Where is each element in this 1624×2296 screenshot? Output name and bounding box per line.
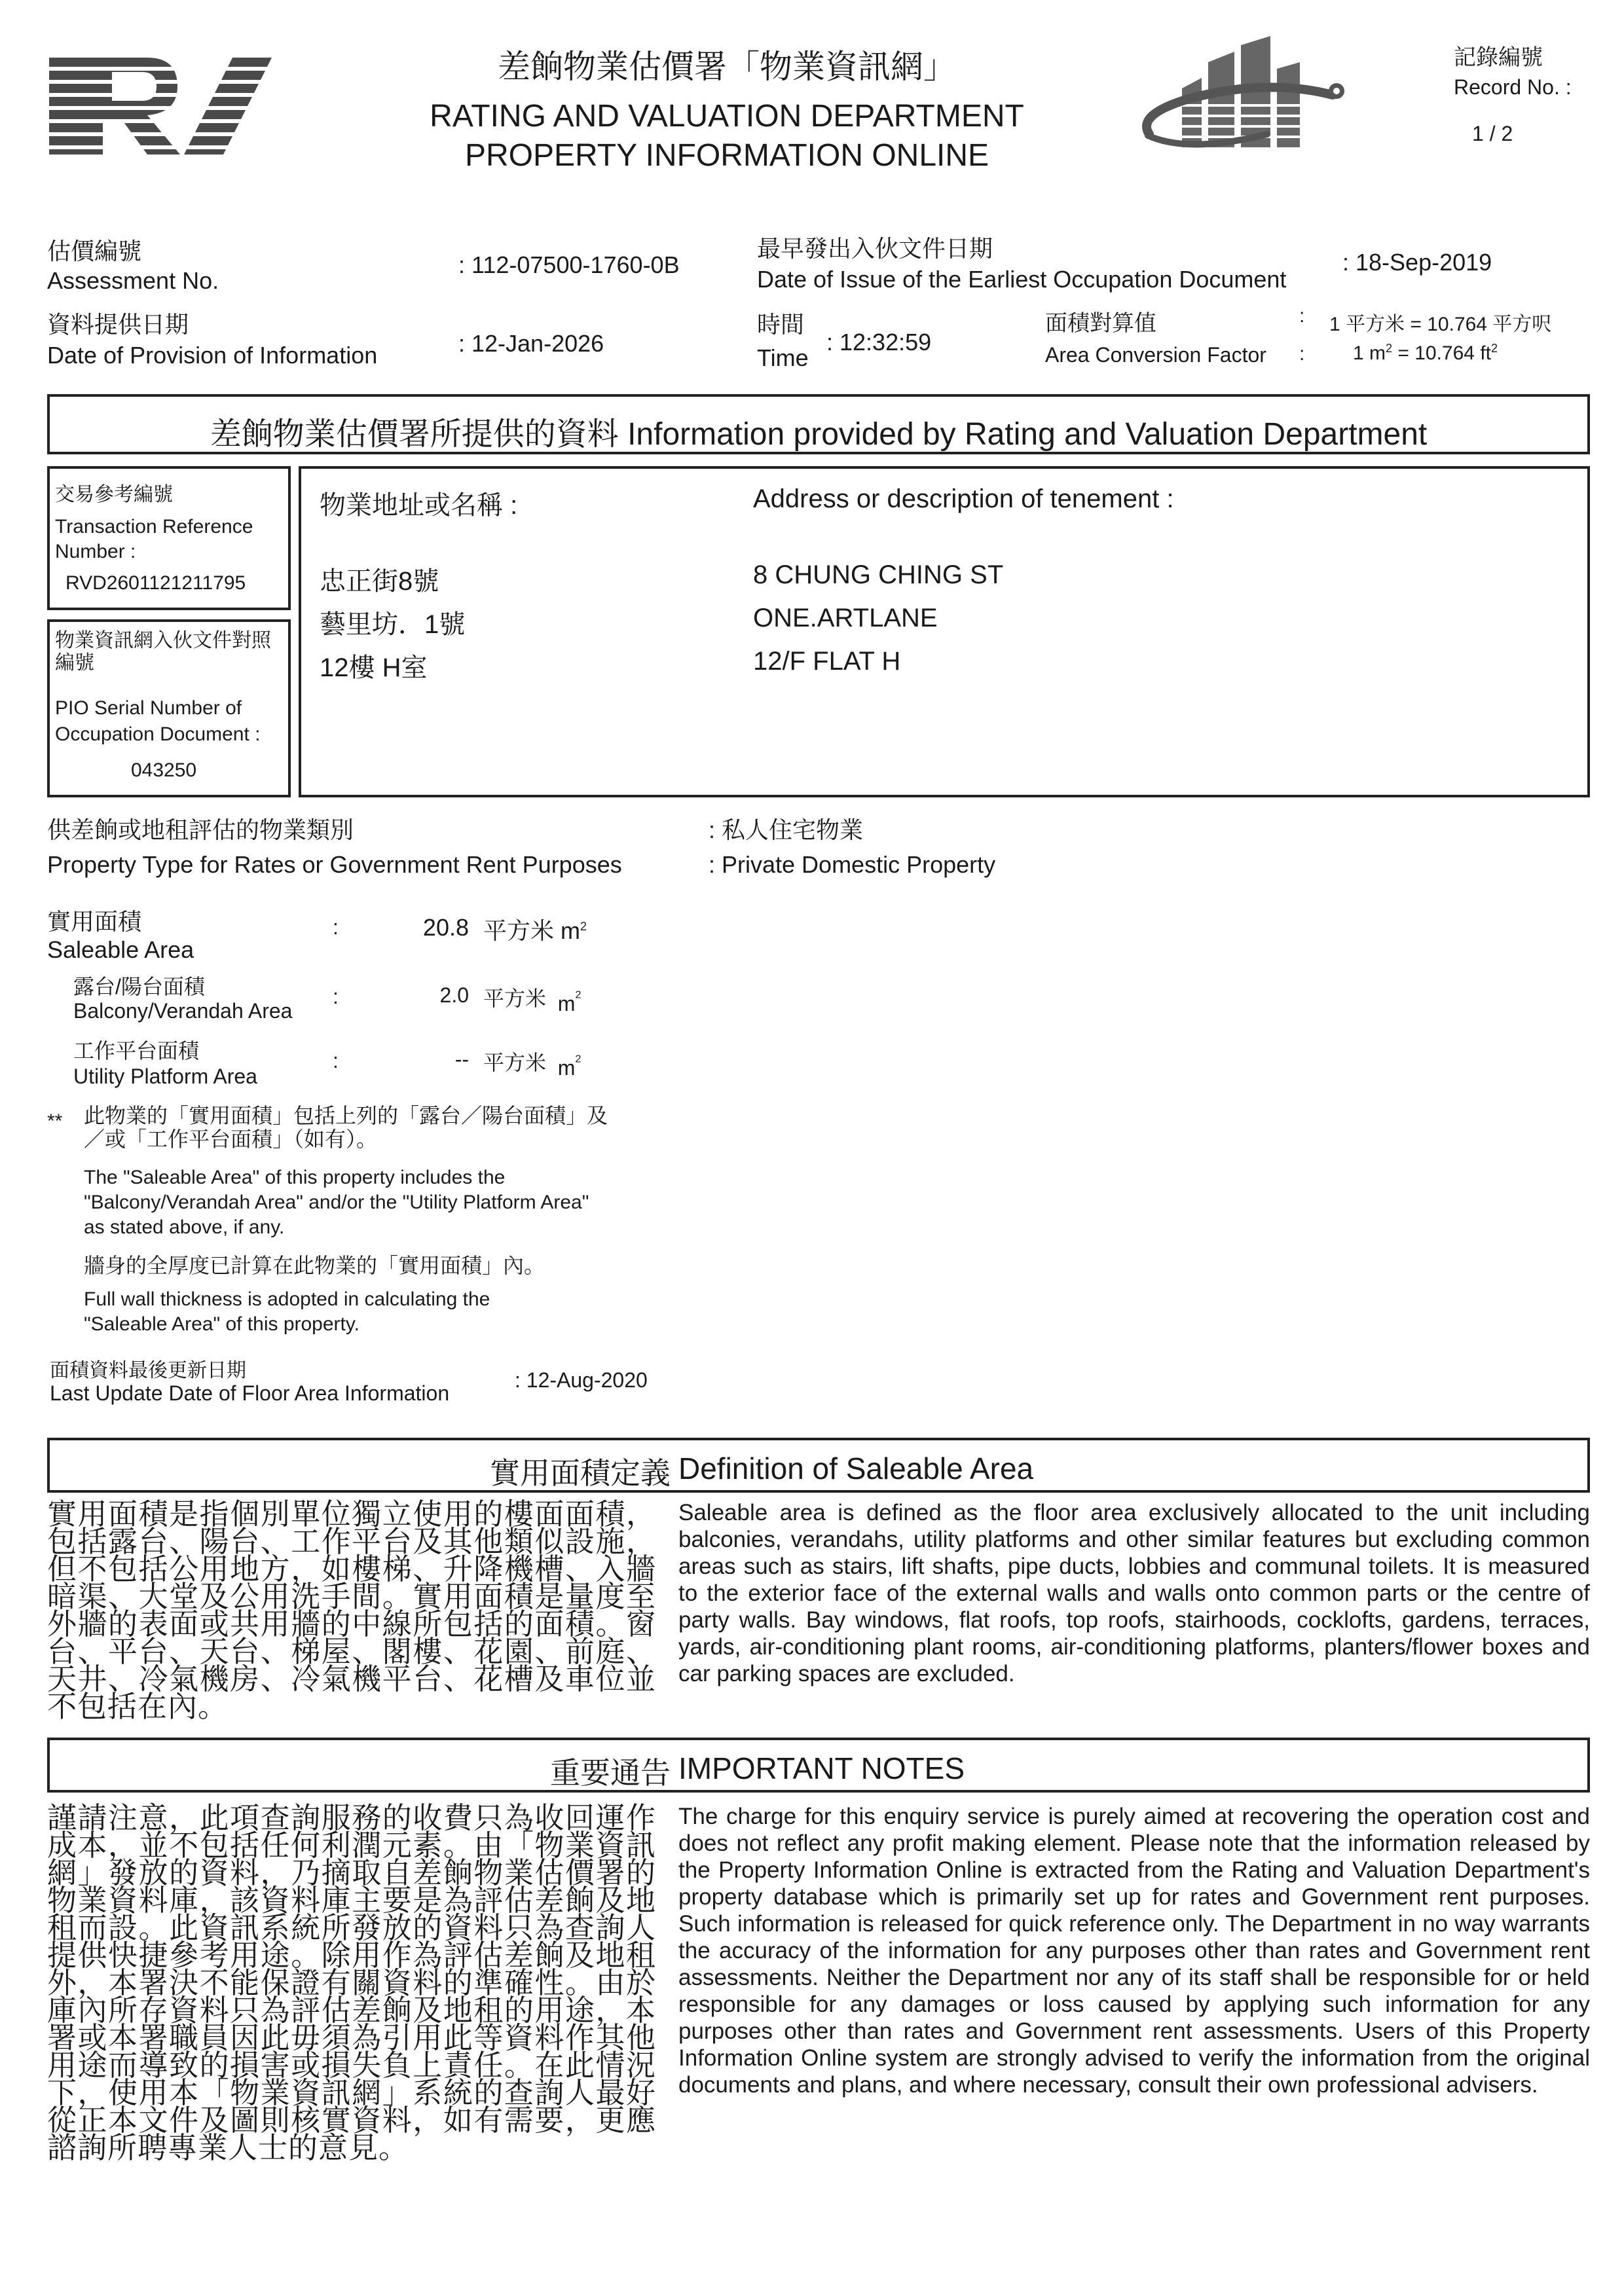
area-conv-colon-1: :	[1299, 305, 1305, 327]
address-zh-line-1: 忠正街8號	[320, 567, 439, 596]
note-mark: **	[47, 1110, 63, 1132]
notes-title-en: IMPORTANT NOTES	[678, 1751, 965, 1785]
record-no-value: 1 / 2	[1472, 122, 1513, 145]
saleable-area-label-zh: 實用面積	[47, 908, 142, 935]
address-zh-line-2: 藝里坊．1號	[320, 610, 466, 639]
balcony-area-label-en: Balcony/Verandah Area	[73, 999, 293, 1023]
last-update-label-en: Last Update Date of Floor Area Information	[50, 1381, 450, 1405]
pio-label-en: PIO Serial Number of Occupation Document :	[55, 697, 261, 745]
info-banner-text: 差餉物業估價署所提供的資料 Information provided by Rating and Valuation Department	[210, 417, 1428, 452]
saleable-unit-m: m	[561, 917, 581, 944]
address-en-line-3: 12/F FLAT H	[753, 647, 901, 676]
txn-value: RVD2601121211795	[65, 572, 246, 594]
address-en-line-1: 8 CHUNG CHING ST	[753, 560, 1004, 589]
balcony-unit-sup: 2	[575, 989, 581, 1001]
property-type-label-en: Property Type for Rates or Government Rent Purposes	[47, 851, 622, 878]
area-conv-line2	[1353, 342, 1498, 365]
rv-logo-graphic	[49, 52, 272, 164]
area-conv-sup-m: 2	[1386, 342, 1393, 355]
utility-unit-zh: 平方米	[483, 1051, 547, 1074]
provision-label-zh: 資料提供日期	[47, 311, 189, 338]
balcony-area-colon: :	[333, 985, 339, 1008]
saleable-area-colon: :	[333, 915, 339, 939]
rv-logo	[49, 52, 272, 164]
occupation-label-zh: 最早發出入伙文件日期	[757, 235, 993, 262]
area-conv-ft: = 10.764 ft	[1392, 342, 1491, 364]
utility-area-label-zh: 工作平台面積	[73, 1039, 200, 1063]
assessment-label-zh: 估價編號	[47, 238, 142, 264]
address-label-zh: 物業地址或名稱 :	[320, 491, 518, 520]
definition-body-zh: 實用面積是指個別單位獨立使用的樓面面積，包括露台、陽台、工作平台及其他類似設施，但不包括公用地方，如樓梯、升降機槽、入牆暗渠、大堂及公用洗手間。實用面積是量度至外牆的表面或共用牆的中線所包括的面積。窗台、平台、天台、梯屋、閣樓、花園、前庭、天井、冷氣機房、冷氣機平台、花槽及車位並不包括在內。	[47, 1497, 656, 1723]
notes-body-zh: 謹請注意，此項查詢服務的收費只為收回運作成本，並不包括任何利潤元素。由「物業資訊網」發放的資料，乃摘取自差餉物業估價署的物業資料庫，該資料庫主要是為評估差餉及地租而設。此資訊系統所發放的資料只為查詢人提供快捷參考用途。除用作為評估差餉及地租外，本署決不能保證有關資料的準確性。由於庫內所存資料只為評估差餉及地租的用途，本署或本署職員因此毋須為引用此等資料作其他用途而導致的損害或損失負上責任。在此情況下，使用本「物業資訊網」系統的查詢人最好從正本文件及圖則核實資料，如有需要，更應諮詢所聘專業人士的意見。	[47, 1801, 656, 2164]
time-label-en: Time	[757, 344, 809, 371]
area-conv-m: 1 m	[1353, 342, 1386, 364]
address-label-en: Address or description of tenement :	[753, 484, 1174, 513]
header-title-en-line2: PROPERTY INFORMATION ONLINE	[464, 138, 989, 173]
balcony-unit-m: m	[557, 992, 576, 1015]
saleable-area-unit	[483, 913, 587, 946]
last-update-label-zh: 面積資料最後更新日期	[50, 1360, 246, 1381]
header-title-zh: 差餉物業估價署「物業資訊網」	[498, 48, 956, 85]
pio-value: 043250	[131, 759, 197, 781]
balcony-area-unit	[483, 982, 581, 1015]
occupation-value: : 18-Sep-2019	[1342, 249, 1492, 276]
definition-header	[47, 1438, 1590, 1493]
area-conv-colon-2: :	[1299, 343, 1305, 365]
address-en-line-2: ONE.ARTLANE	[753, 604, 938, 632]
saleable-area-value: 20.8	[422, 914, 469, 941]
transaction-ref-box	[47, 466, 291, 610]
saleable-unit-zh: 平方米	[483, 917, 555, 944]
notes-header	[47, 1738, 1590, 1793]
pio-serial-box	[47, 619, 291, 797]
provision-label-en: Date of Provision of Information	[47, 342, 378, 369]
pio-label-zh: 物業資訊網入伙文件對照編號	[55, 630, 271, 674]
txn-label-en: Transaction Reference Number :	[55, 516, 253, 562]
notes-body-en: The charge for this enquiry service is purely aimed at recovering the operation cost and does not reflect any profit making element. Please note that the information released by the Property Information Online is extracted from the Rating and Valuation Department's property database which is primarily set up for rates and Government rent purposes. Such information is released for quick reference only. The Department in no way warrants the accuracy of the information for any purposes other than rates and Government rent assessments. Neither the Department nor any of its staff shall be responsible for or held responsible for any damages or loss caused by applying such information for any purposes other than rates and Government rent assessments. Users of this Property Information Online system are strongly advised to verify the information from the original documents and plans, and where necessary, consult their own professional advisers.	[678, 1804, 1590, 2098]
area-conv-line1: 1 平方米 = 10.764 平方呎	[1329, 314, 1552, 335]
utility-area-unit	[483, 1046, 581, 1080]
note1-en: The "Saleable Area" of this property includes the "Balcony/Verandah Area" and/or the "Utility Platform Area" as stated above, if any.	[84, 1167, 589, 1238]
property-type-value-zh: : 私人住宅物業	[709, 816, 864, 843]
utility-unit-sup: 2	[575, 1053, 581, 1065]
area-conv-label-zh: 面積對算值	[1045, 311, 1156, 336]
time-value: : 12:32:59	[826, 329, 932, 355]
property-type-label-zh: 供差餉或地租評估的物業類別	[47, 816, 354, 843]
property-type-value-en: : Private Domestic Property	[709, 851, 996, 878]
utility-area-label-en: Utility Platform Area	[73, 1065, 257, 1088]
occupation-label-en: Date of Issue of the Earliest Occupation Document	[757, 266, 1287, 293]
saleable-unit-sup: 2	[580, 920, 587, 933]
notes-title-zh: 重要通告	[550, 1756, 671, 1790]
assessment-value: : 112-07500-1760-0B	[458, 251, 680, 278]
definition-body-en: Saleable area is defined as the floor area exclusively allocated to the unit including balconies, verandahs, utility platforms and other similar features but excluding common areas such as stairs, lift shafts, pipe ducts, lobbies and communal toilets. It is measured to the exterior face of the external walls and walls onto common parts or the centre of party walls. Bay windows, flat roofs, top roofs, stairhoods, cocklofts, gardens, terraces, yards, air-conditioning plant rooms, air-conditioning platforms, planters/flower boxes and car parking spaces are excluded.	[678, 1500, 1590, 1686]
saleable-area-label-en: Saleable Area	[47, 936, 194, 963]
time-label-zh: 時間	[757, 311, 805, 338]
balcony-area-label-zh: 露台/陽台面積	[73, 975, 205, 998]
utility-area-colon: :	[333, 1049, 339, 1072]
note2-zh: 牆身的全厚度已計算在此物業的「實用面積」內。	[84, 1254, 545, 1277]
note2-en: Full wall thickness is adopted in calculating the "Saleable Area" of this property.	[84, 1288, 490, 1335]
area-conv-sup-ft: 2	[1490, 342, 1498, 355]
note1-zh: 此物業的「實用面積」包括上列的「露台／陽台面積」及／或「工作平台面積」（如有）。	[84, 1104, 608, 1151]
definition-title-en: Definition of Saleable Area	[678, 1451, 1034, 1485]
balcony-unit-zh: 平方米	[483, 987, 547, 1010]
info-banner	[47, 394, 1590, 454]
address-box	[299, 466, 1590, 797]
balcony-area-value: 2.0	[439, 983, 469, 1007]
header-title-en-line1: RATING AND VALUATION DEPARTMENT	[430, 99, 1024, 134]
txn-label-zh: 交易參考編號	[55, 484, 173, 505]
utility-area-value: --	[454, 1048, 469, 1071]
pio-logo	[1136, 36, 1352, 164]
definition-title-zh: 實用面積定義	[490, 1456, 671, 1490]
pio-logo-graphic	[1136, 36, 1352, 164]
address-zh-line-3: 12樓 H室	[320, 653, 428, 682]
assessment-label-en: Assessment No.	[47, 267, 219, 294]
record-no-label-zh: 記錄編號	[1454, 45, 1543, 70]
record-no-label-en: Record No. :	[1454, 75, 1572, 99]
utility-unit-m: m	[557, 1056, 576, 1080]
provision-value: : 12-Jan-2026	[458, 330, 604, 357]
last-update-value: : 12-Aug-2020	[515, 1368, 648, 1392]
area-conv-label-en: Area Conversion Factor	[1045, 343, 1266, 367]
